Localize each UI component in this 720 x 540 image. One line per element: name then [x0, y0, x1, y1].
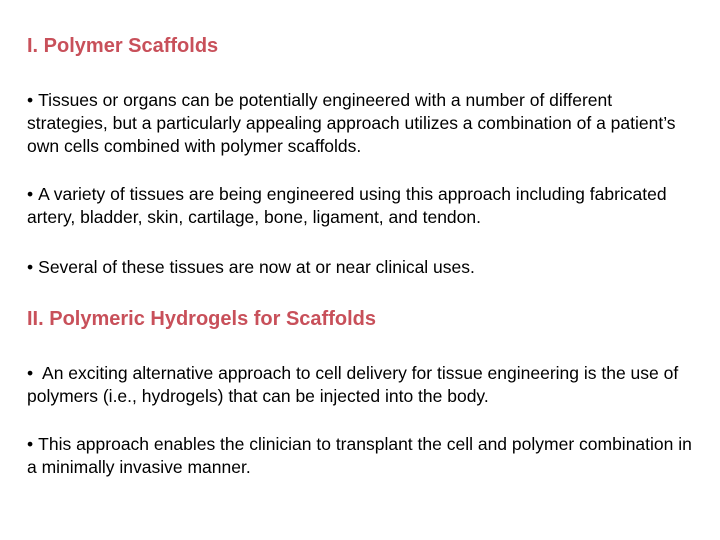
bullet-text: Several of these tissues are now at or near clinical uses. [38, 257, 475, 277]
bullet-item [27, 256, 697, 279]
bullet-icon: • [27, 257, 34, 277]
bullet-item [27, 433, 697, 479]
bullet-item [27, 89, 697, 158]
bullet-item [27, 362, 697, 408]
bullet-icon: • [27, 434, 34, 454]
bullet-text: An exciting alternative approach to cell delivery for tissue engineering is the use of polymers (i.e., hydrogels) that can be injected into the body. [27, 363, 679, 406]
bullet-icon: • [27, 90, 34, 110]
bullet-icon: • [27, 363, 34, 383]
bullet-item [27, 183, 697, 229]
section-heading-polymer-scaffolds: I. Polymer Scaffolds [27, 35, 219, 57]
bullet-icon: • [27, 184, 34, 204]
bullet-text: Tissues or organs can be potentially engineered with a number of different strategies, but a particularly appealing approach utilizes a combination of a patient’s own cells combined with polymer scaffolds. [27, 90, 676, 156]
bullet-text: This approach enables the clinician to transplant the cell and polymer combination in a minimally invasive manner. [27, 434, 692, 477]
bullet-text: A variety of tissues are being engineered using this approach including fabricated artery, bladder, skin, cartilage, bone, ligament, and tendon. [27, 184, 667, 227]
section-heading-polymeric-hydrogels: II. Polymeric Hydrogels for Scaffolds [27, 308, 376, 330]
